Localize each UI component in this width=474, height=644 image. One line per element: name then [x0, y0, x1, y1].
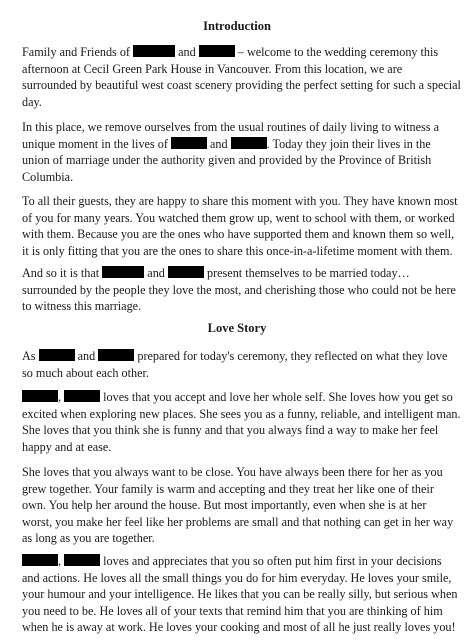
heading-introduction: Introduction	[203, 19, 271, 33]
intro-paragraph-1	[22, 44, 462, 110]
redaction-bar	[171, 137, 207, 149]
text-segment: and	[74, 349, 99, 363]
text-line	[22, 265, 462, 282]
text-segment: And so it is that	[22, 266, 103, 280]
text-segment: ,	[58, 390, 65, 404]
text-segment: ,	[58, 554, 65, 568]
redaction-bar	[102, 266, 144, 278]
text-segment: prepared for today's ceremony, they reflected on what they love	[134, 349, 448, 363]
text-line	[22, 136, 462, 153]
text-line: afternoon at Cecil Green Park House in Vancouver. From this location, we are	[22, 61, 403, 76]
text-line: To all their guests, they are happy to share this moment with you. They have known most	[22, 194, 458, 208]
heading-love-story: Love Story	[207, 321, 267, 335]
text-line: of you for many years. You watched them grow up, went to school with them, or worked	[22, 210, 455, 225]
text-segment: Family and Friends of	[22, 45, 134, 59]
text-line: excited when exploring new places. She sees you as a funny, reliable, and intelligent man.	[22, 406, 461, 421]
text-segment: loves and appreciates that you so often put him first in your decisions	[100, 554, 442, 568]
text-line: own. You help her around the house. But most importantly, even when she is at her	[22, 498, 427, 513]
text-line: Columbia.	[22, 169, 74, 184]
redaction-bar	[22, 390, 58, 402]
love-story-paragraph-2	[22, 389, 462, 455]
text-line: happy and at ease.	[22, 439, 112, 454]
redaction-bar	[199, 45, 235, 57]
text-line: She loves that you think she is funny and that you always find a way to make her feel	[22, 423, 439, 438]
redaction-bar	[64, 390, 100, 402]
text-line: grew together. Your family is warm and accepting and they treat her like one of their	[22, 481, 434, 496]
text-line: In this place, we remove ourselves from the usual routines of daily living to witness a	[22, 120, 439, 134]
redaction-bar	[98, 349, 134, 361]
text-line	[22, 389, 462, 406]
text-segment: As	[22, 349, 39, 363]
redaction-bar	[22, 554, 58, 566]
redaction-bar	[64, 554, 100, 566]
love-story-paragraph-1	[22, 348, 462, 381]
text-line: with them. Because you are the ones who have supported them and known them so well,	[22, 227, 455, 242]
redaction-bar	[133, 45, 175, 57]
text-line: you need to be. He loves all of your texts that remind him that you are thinking of him	[22, 603, 443, 618]
text-segment: and	[175, 45, 199, 59]
text-segment: unique moment in the lives of	[22, 136, 171, 151]
text-segment: loves that you accept and love her whole self. She loves how you get so	[100, 390, 453, 404]
text-line: surrounded by beautiful west coast scenery providing the perfect setting for such a special	[22, 78, 461, 93]
text-line: to witness this marriage.	[22, 299, 142, 314]
love-story-paragraph-4	[22, 553, 462, 636]
text-line: worst, you make her feel like her problems are small and that nothing can get in her way	[22, 514, 454, 529]
redaction-bar	[168, 266, 204, 278]
text-line: it is only fitting that you are the ones to share this once-in-a-lifetime moment with them.	[22, 243, 453, 258]
redaction-bar	[231, 137, 267, 149]
text-segment: – welcome to the wedding ceremony this	[234, 45, 439, 59]
love-story-paragraph-3	[22, 464, 462, 547]
text-line: as long as you are together.	[22, 531, 155, 546]
text-segment: . Today they join their lives in the	[266, 136, 431, 151]
redaction-bar	[39, 349, 75, 361]
text-line: She loves that you always want to be close. You have always been there for her as you	[22, 465, 443, 479]
text-segment: and	[206, 136, 231, 151]
text-line: surrounded by the people they love the most, and cherishing those who could not be here	[22, 282, 456, 297]
text-line: your humour and your intelligence. He likes that you can be really silly, but serious when	[22, 587, 458, 602]
text-line	[22, 348, 462, 365]
text-segment: and	[144, 266, 168, 280]
text-line: so much about each other.	[22, 365, 149, 380]
text-line: day.	[22, 94, 42, 109]
text-line	[22, 44, 462, 61]
text-line: and actions. He loves all the small things you do for him everyday. He loves your smile,	[22, 570, 452, 585]
text-line	[22, 553, 462, 570]
intro-paragraph-2	[22, 119, 462, 185]
text-segment: present themselves to be married today…	[203, 266, 410, 280]
intro-paragraph-4	[22, 265, 462, 315]
intro-paragraph-3	[22, 193, 462, 259]
text-line: when he is away at work. He loves your cooking and most of all he just really loves you!	[22, 620, 456, 635]
text-line: union of marriage under the authority given and provided by the Province of British	[22, 153, 432, 168]
